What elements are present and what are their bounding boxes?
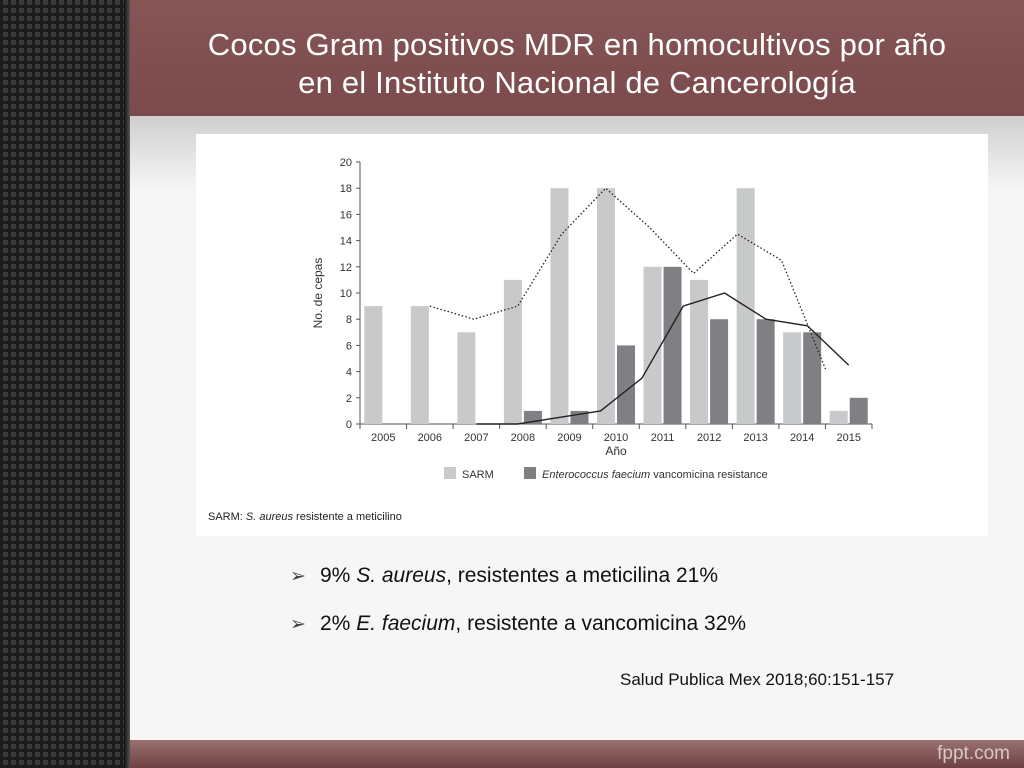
y-tick-label: 12 [339, 261, 352, 274]
y-tick-label: 16 [339, 209, 352, 222]
bar-sarm [830, 411, 848, 424]
x-tick-label: 2012 [696, 432, 722, 444]
chart-footnote [208, 511, 402, 523]
bar-sarm [644, 267, 662, 424]
bar-efaecium [757, 319, 775, 424]
y-tick-label: 8 [345, 314, 352, 327]
legend-swatch-sarm [444, 467, 456, 479]
bar-sarm [457, 332, 475, 424]
bullet-item [290, 608, 990, 656]
bar-sarm [597, 188, 615, 424]
x-tick-label: 2013 [743, 432, 768, 444]
bar-efaecium [850, 398, 868, 424]
x-tick-label: 2007 [464, 432, 489, 444]
y-axis-title: No. de cepas [311, 257, 325, 329]
legend-swatch-efaecium [524, 467, 536, 479]
y-tick-label: 10 [339, 288, 352, 300]
x-tick-label: 2015 [836, 432, 861, 444]
y-tick-label: 20 [339, 157, 352, 169]
watermark: fppt.com [937, 743, 1010, 764]
bar-efaecium [617, 345, 635, 424]
y-tick-label: 18 [339, 183, 352, 196]
bullet-prefix: 9% [320, 564, 357, 587]
slide-header [130, 0, 1024, 116]
bar-sarm [504, 280, 522, 424]
legend-label-efaecium [542, 469, 768, 481]
x-axis-title: Año [605, 444, 627, 458]
title-line-2: en el Instituto Nacional de Cancerología [298, 65, 856, 100]
bar-efaecium [803, 332, 821, 424]
footer-bar [130, 740, 1024, 768]
legend-label-sarm: SARM [462, 469, 494, 481]
bullet-text: , resistentes a meticilina 21% [446, 564, 719, 587]
x-tick-label: 2011 [650, 432, 675, 444]
decorative-pattern [0, 0, 128, 768]
y-tick-label: 2 [345, 392, 352, 405]
bullet-organism: S. aureus [356, 564, 447, 587]
bar-efaecium [664, 267, 682, 424]
bar-sarm [550, 188, 568, 424]
bullet-text: , resistente a vancomicina 32% [455, 612, 747, 635]
y-tick-label: 4 [345, 366, 352, 379]
bar-sarm [783, 332, 801, 424]
bar-sarm [364, 306, 382, 424]
bullet-item [290, 560, 990, 608]
footnote-prefix: SARM: [208, 511, 246, 523]
legend-label-italic: Enterococcus faecium [542, 469, 651, 481]
y-tick-label: 14 [339, 235, 352, 248]
y-tick-label: 0 [345, 419, 352, 431]
footnote-italic: S. aureus [245, 511, 293, 523]
citation: Salud Publica Mex 2018;60:151-157 [620, 670, 895, 689]
bullet-organism: E. faecium [356, 612, 456, 635]
x-tick-label: 2014 [789, 432, 815, 444]
bar-chart [196, 134, 988, 536]
slide-title [130, 0, 1024, 102]
legend-label-rest: vancomicina resistance [650, 469, 768, 481]
x-tick-label: 2006 [417, 432, 443, 444]
arrow-bullet-icon: ➢ [290, 566, 306, 587]
x-tick-label: 2010 [603, 432, 629, 444]
footnote-rest: resistente a meticilino [293, 511, 402, 523]
title-line-1: Cocos Gram positivos MDR en homocultivos por año [207, 27, 947, 62]
bar-sarm [411, 306, 429, 424]
bar-efaecium [710, 319, 728, 424]
x-tick-label: 2008 [510, 432, 536, 444]
x-tick-label: 2005 [371, 432, 396, 444]
bullet-list [290, 560, 990, 656]
arrow-bullet-icon: ➢ [290, 614, 306, 635]
bullet-prefix: 2% [320, 612, 357, 635]
y-tick-label: 6 [345, 340, 352, 353]
x-tick-label: 2009 [557, 432, 582, 444]
chart-panel [196, 134, 988, 536]
